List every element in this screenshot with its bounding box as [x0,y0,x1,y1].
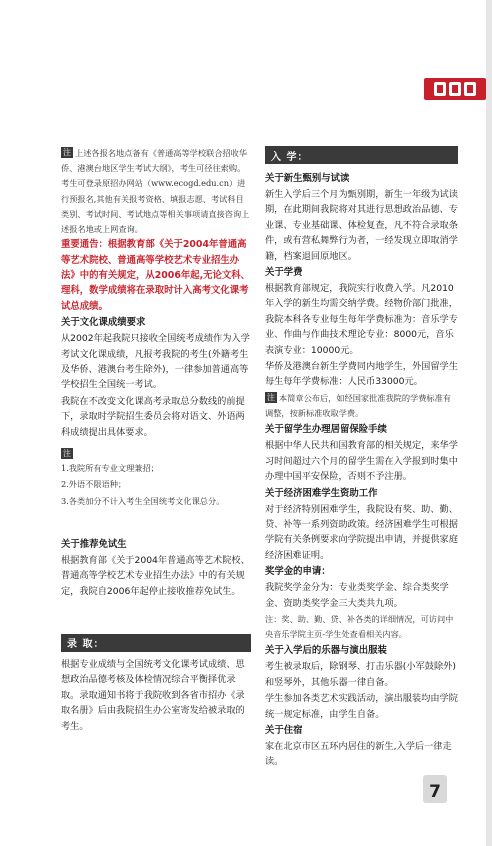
fee-paragraph-2: 华侨及港澳台新生学费同内地学生，外国留学生每生每年学费标准：人民币33000元。 [265,361,458,388]
housing-paragraph: 家在北京市区五环内居住的新生,入学后一律走读。 [265,740,452,768]
page-number: 7 [423,775,447,803]
seal-icon [464,82,476,96]
instrument-heading: 关于入学后的乐器与演出服装 [265,645,387,657]
school-logo-badge [424,78,486,100]
scholarship-heading: 奖学金的申请： [265,566,331,578]
exempt-heading: 关于推荐免试生 [61,538,127,550]
intl-paragraph: 根据中华人民共和国教育部的相关规定，来华学习时间超过六个月的留学生需在入学报到时集中办理中国平安保险，否则不予注册。 [265,440,458,483]
admission-paragraph: 根据专业成绩与全国统考文化课考试成绩、思想政治品德考核及体检情况综合平衡择优录取。录取通知书将于我院收到各省市招办《录取名册》后由我院招生办公室寄发给被录取的考生。 [61,658,245,732]
recheck-heading: 关于新生甄别与试读 [265,173,350,184]
intl-heading: 关于留学生办理居留保险手续 [265,424,387,436]
culture-paragraph-1: 从2002年起我院只接收全国统考成绩作为入学考试文化课成绩，凡报考我院的考生(外籍考生及华侨、港澳台考生除外)，一律参加普通高等学校招生全国统一考试。 [61,333,250,391]
recheck-paragraph: 新生入学后三个月为甄别期，新生一年级为试读期，在此期间我院将对其进行思想政治品德、专业课、专业基础课、体检复查，凡不符合录取条件，或有营私舞弊行为者，一经发现立即取消学籍，档案退回原地区。 [265,189,458,262]
note-tag: 注 [267,392,275,402]
intro-note-2: 考生可登录原招办网站（www.ecogd.edu.cn）进行预报名,其他有关报考资格、填报志愿、考试科目类别、考试时间、考试地点等相关事项请直接咨询上述报名地或上网查询。 [61,178,250,235]
culture-heading: 关于文化课成绩要求 [61,317,146,329]
right-column [265,146,458,771]
note-item: 1.我院所有专业文理兼招； [61,463,159,474]
note-item: 2.外语不限语种； [61,479,127,490]
scholarship-note: 注：奖、助、勤、贷、补各类的详细情况，可访问中央音乐学院主页-学生处查看相关内容。 [265,613,454,640]
section-enrollment-bar: 入 学： [265,146,458,164]
section-admission-bar: 录 取： [61,634,251,652]
aid-heading: 关于经济困难学生资助工作 [265,487,378,499]
note-tag: 注 [63,148,71,157]
scholarship-paragraph: 我院奖学金分为：专业类奖学金、综合类奖学金、资助类奖学金三大类共九项。 [265,582,449,609]
seal-icon [449,82,461,96]
exempt-paragraph: 根据教育部《关于2004年普通高等艺术院校、普通高等学校艺术专业招生办法》中的有关规定，我院自2006年起停止接收推荐免试生。 [61,554,250,597]
culture-paragraph-2: 我院在不改变文化课高考录取总分数线的前提下，录取时学院招生委员会将对语文、外语两科成绩提出具体要求。 [61,395,245,438]
instrument-paragraph-2: 学生参加各类艺术实践活动，演出服装均由学院统一规定标准，由学生自备。 [265,693,458,720]
seal-icon [434,82,446,96]
notes-tag: 注 [63,449,71,459]
page-edge-strip [486,0,492,846]
fee-heading: 关于学费 [265,267,303,279]
left-column [61,146,251,735]
fee-note: 注 本简章公布后，如经国家批准我院的学费标准有调整，按新标准收取学费。 [265,392,451,419]
note-item: 3.各类加分不计入考生全国统考文化课总分。 [61,495,225,506]
fee-paragraph-1: 根据教育部规定，我院实行收费入学。凡2010年入学的新生均需交纳学费。经物价部门批准，我院本科各专业每生每年学费标准为：音乐学专业、作曲与作曲技术理论专业：8000元，音乐表演专业：10000元。 [265,283,458,356]
aid-paragraph: 对于经济特别困难学生，我院设有奖、助、勤、贷、补等一系列资助政策。经济困难学生可根据学院有关条例要求向学院提出申请，并提供家庭经济困难证明。 [265,503,458,561]
important-notice: 重要通告：根据教育部《关于2004年普通高等艺术院校、普通高等学校艺术专业招生办法》中的有关规定，从2006年起,无论文科、理科，数学成绩将在录取时计入高考文化课考试总成绩。 [61,239,251,312]
intro-note-1: 注 上述各报名地点备有《普通高等学校联合招收华侨、港澳台地区学生考试大纲》，考生可径往索购。 [61,148,247,174]
housing-heading: 关于住宿 [265,724,303,736]
instrument-paragraph-1: 考生被录取后，除钢琴、打击乐器(小军鼓除外)和竖琴外，其他乐器一律自备。 [265,661,456,688]
